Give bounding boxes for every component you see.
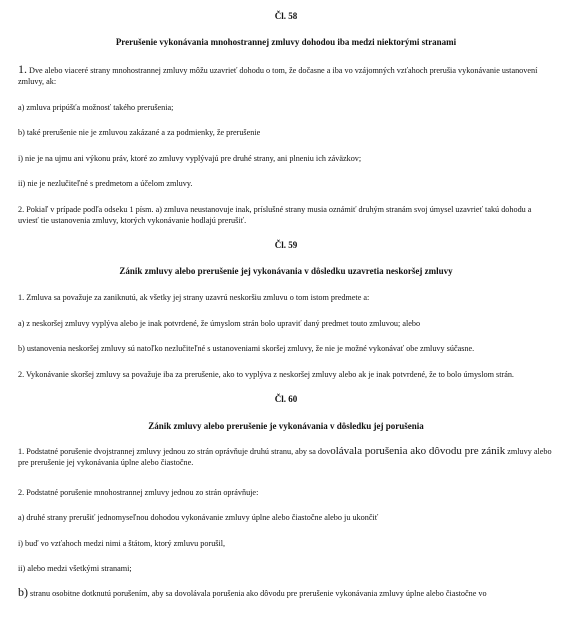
article-60-paragraph-2: 2. Podstatné porušenie mnohostrannej zmluvy jednou zo strán oprávňuje: <box>18 488 259 497</box>
article-58-paragraph-1 <box>18 64 554 87</box>
article-60-title: Zánik zmluvy alebo prerušenie je vykonávania v dôsledku jej porušenia <box>148 421 424 431</box>
paragraph-text-large: olávala porušenia ako dôvodu pre zánik <box>330 445 506 457</box>
article-60-number: Čl. 60 <box>274 394 298 404</box>
article-59-title: Zánik zmluvy alebo prerušenie jej vykonávania v dôsledku uzavretia neskoršej zmluvy <box>119 266 453 276</box>
paragraph-number: 1. <box>18 62 27 76</box>
article-59-number: Čl. 59 <box>274 240 298 250</box>
article-60-point-i: i) buď vo vzťahoch medzi nimi a štátom, ktorý zmluvu porušil, <box>18 539 226 548</box>
article-59-paragraph-1: 1. Zmluva sa považuje za zaniknutú, ak všetky jej strany uzavrú neskoršiu zmluvu o tom istom predmete a: <box>18 293 370 302</box>
article-58-paragraph-2: 2. Pokiaľ v prípade podľa odseku 1 písm. a) zmluva neustanovuje inak, príslušné strany musia oznámiť druhým stranám svoj úmysel uzavrieť takú dohodu a uviesť tie ustanovenia zmluvy, ktorých vykonávanie hodlajú prerušiť. <box>18 205 532 225</box>
paragraph-text-end: zmluvy alebo pre prerušenie jej vykonávania úplne alebo čiastočne. <box>18 447 552 467</box>
article-59-point-b: b) ustanovenia neskoršej zmluvy sú natoľko nezlučiteľné s ustanoveniami skoršej zmluvy, že nie je možné vykonávať obe zmluvy súčasne. <box>18 344 475 353</box>
article-59-paragraph-2: 2. Vykonávanie skoršej zmluvy sa považuje iba za prerušenie, ako to vyplýva z neskoršej zmluvy alebo ak je inak potvrdené, že to bolo úmyslom strán. <box>18 370 514 379</box>
paragraph-text: Dve alebo viaceré strany mnohostrannej zmluvy môžu uzavrieť dohodu o tom, že dočasne a iba vo vzájomných vzťahoch prerušia vykonávanie ustanovení zmluvy, ak: <box>18 66 538 86</box>
point-letter: b) <box>18 585 28 599</box>
article-59-point-a: a) z neskoršej zmluvy vyplýva alebo je inak potvrdené, že úmyslom strán bolo upraviť daný predmet touto zmluvou; alebo <box>18 319 421 328</box>
article-58-point-b: b) také prerušenie nie je zmluvou zakázané a za podmienky, že prerušenie <box>18 128 261 137</box>
point-text: stranu osobitne dotknutú porušením, aby sa dovolávala porušenia ako dôvodu pre prerušenie vykonávania zmluvy úplne alebo čiastočne vo <box>28 589 487 598</box>
article-58-point-ii: ii) nie je nezlučiteľné s predmetom a účelom zmluvy. <box>18 179 193 188</box>
article-60-paragraph-1 <box>18 446 554 468</box>
article-60-point-ii: ii) alebo medzi všetkými stranami; <box>18 564 132 573</box>
article-60-point-a: a) druhé strany prerušiť jednomyseľnou dohodou vykonávanie zmluvy úplne alebo čiastočne alebo ju ukončiť <box>18 513 379 522</box>
article-58-point-i: i) nie je na ujmu ani výkonu práv, ktoré zo zmluvy vyplývajú pre druhé strany, ani plneniu ich záväzkov; <box>18 154 362 163</box>
paragraph-text-start: 1. Podstatné porušenie dvojstrannej zmluvy jednou zo strán oprávňuje druhú stranu, aby sa dov <box>18 447 331 456</box>
article-58-number: Čl. 58 <box>274 11 298 21</box>
article-60-point-b <box>18 587 554 599</box>
article-58-title: Prerušenie vykonávania mnohostrannej zmluvy dohodou iba medzi niektorými stranami <box>115 37 457 47</box>
article-58-point-a: a) zmluva pripúšťa možnosť takého prerušenia; <box>18 103 174 112</box>
